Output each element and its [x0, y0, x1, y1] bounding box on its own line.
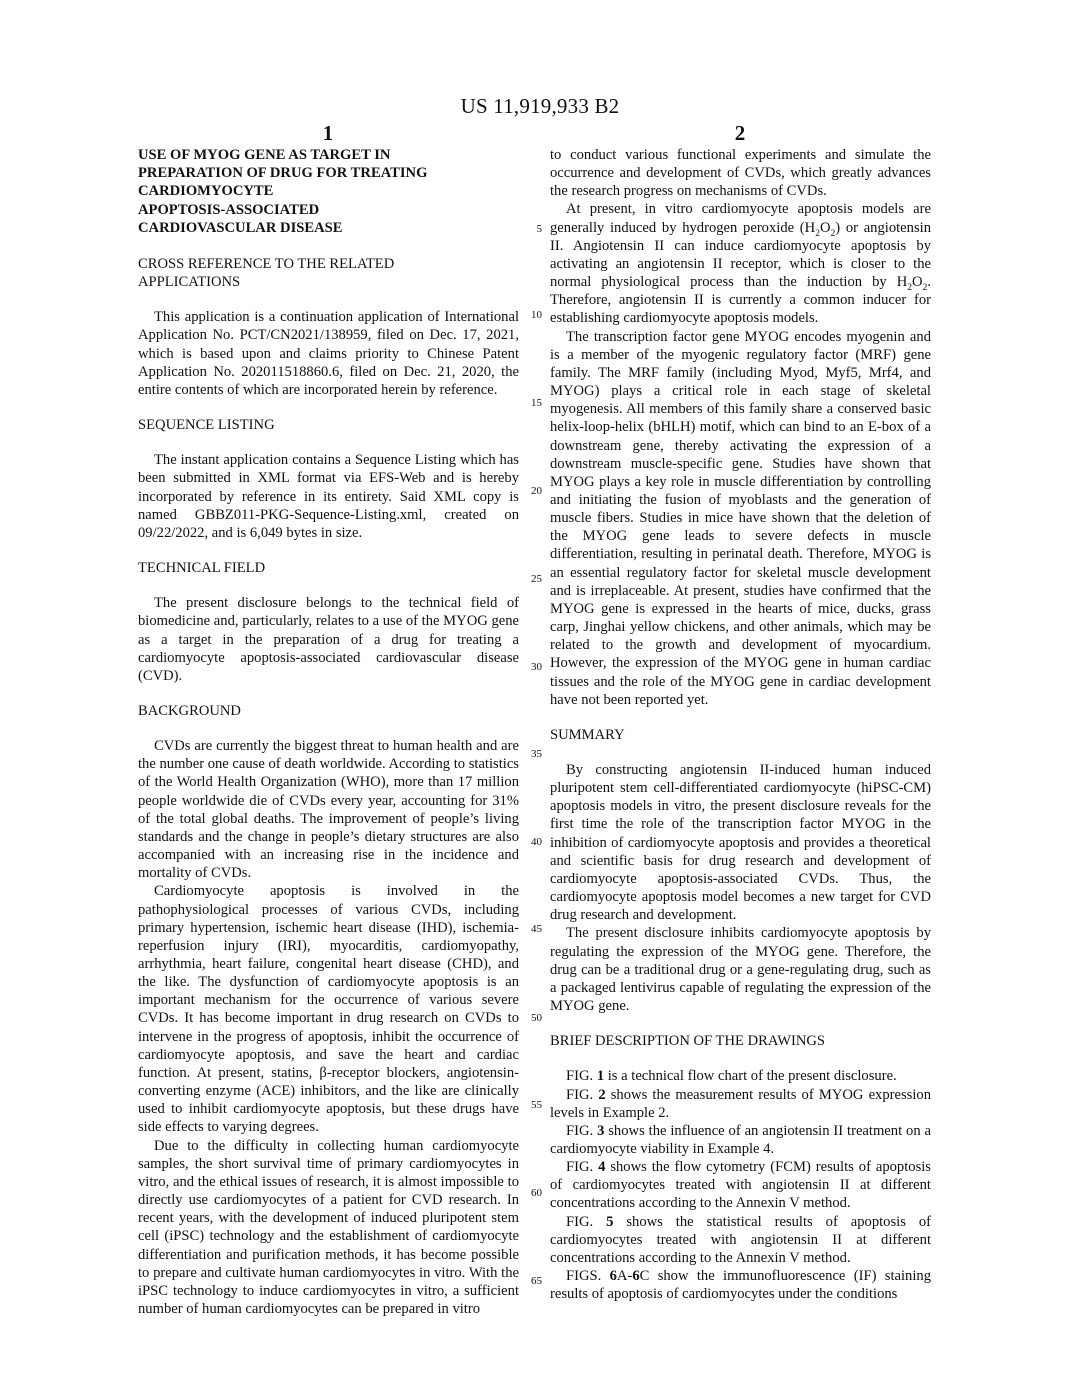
sequence-listing-text: The instant application contains a Sequence Listing which has been submitted in XML format via EFS-Web and is hereby incorporated by reference in its entirety. Said XML copy is named GBBZ011-PKG-Sequence-Listing.xml, created on 09/22/2022, and is 6,049 bytes in size.	[138, 452, 519, 541]
figure-description: FIG. 1 is a technical flow chart of the present disclosure.	[566, 1068, 897, 1085]
line-number: 15	[531, 397, 542, 409]
figure-description: FIG. 4 shows the flow cytometry (FCM) results of apoptosis of cardiomyocytes treated with angiotensin II at different concentrations according to the Annexin V method.	[550, 1159, 931, 1212]
line-number: 35	[531, 748, 542, 760]
left-column	[138, 146, 519, 1318]
line-number: 5	[536, 223, 542, 235]
cross-reference-text: This application is a continuation application of International Application No. PCT/CN2021/138959, filed on Dec. 17, 2021, which is based upon and claims priority to Chinese Patent Application No. 202011518860.6, filed on Dec. 21, 2020, the entire contents of which are incorporated herein by reference.	[138, 309, 519, 398]
line-number: 65	[531, 1275, 542, 1287]
line-number: 20	[531, 485, 542, 497]
line-number: 60	[531, 1187, 542, 1199]
summary-paragraph: The present disclosure inhibits cardiomyocyte apoptosis by regulating the expression of the MYOG gene. Therefore, the drug can be a traditional drug or a gene-regulating drug, such as a packaged lentivirus capable of regulating the expression of the MYOG gene.	[550, 925, 931, 1015]
title-line: CARDIOVASCULAR DISEASE	[138, 219, 343, 236]
figure-description: FIGS. 6A-6C show the immunofluorescence (IF) staining results of apoptosis of cardiomyocytes under the conditions	[550, 1268, 931, 1303]
figure-description: FIG. 5 shows the statistical results of apoptosis of cardiomyocytes treated with angiotensin II at different concentrations according to the Annexin V method.	[550, 1213, 931, 1266]
line-number: 55	[531, 1099, 542, 1111]
line-number: 45	[531, 923, 542, 935]
cross-reference-heading: CROSS REFERENCE TO THE RELATED	[138, 256, 395, 273]
technical-field-text: The present disclosure belongs to the technical field of biomedicine and, particularly, relates to a use of the MYOG gene as a target in the preparation of a drug for treating a cardiomyocyte apoptosis-associated cardiovascular disease (CVD).	[138, 595, 519, 684]
line-number: 30	[531, 661, 542, 673]
continuation-paragraph: to conduct various functional experiments and simulate the occurrence and development of CVDs, which greatly advances the research progress on mechanisms of CVDs.	[550, 147, 931, 200]
right-column	[550, 146, 931, 1303]
technical-field-heading: TECHNICAL FIELD	[138, 560, 266, 577]
background-paragraph: Cardiomyocyte apoptosis is involved in the pathophysiological processes of various CVDs, including primary hypertension, ischemic heart disease (IHD), ischemia-reperfusion injury (IRI), myocarditis, cardiomyopathy, arrhythmia, heart failure, congenital heart disease (CHD), and the like. The dysfunction of cardiomyocyte apoptosis is an important mechanism for the occurrence of various severe CVDs. It has become important in drug research on CVDs to intervene in the progress of apoptosis, inhibit the occurrence of cardiomyocyte apoptosis, and save the heart and cardiac function. At present, statins, β-receptor blockers, angiotensin-converting enzyme (ACE) inhibitors, and the like are clinically used to inhibit cardiomyocyte apoptosis, but these drugs have side effects to varying degrees.	[138, 883, 519, 1136]
patent-title	[138, 146, 519, 237]
title-line: PREPARATION OF DRUG FOR TREATING	[138, 165, 428, 182]
title-line: APOPTOSIS-ASSOCIATED	[138, 201, 320, 218]
summary-paragraph: By constructing angiotensin II-induced human induced pluripotent stem cell-differentiated cardiomyocyte (hiPSC-CM) apoptosis models in vitro, the present disclosure reveals for the first time the role of the transcription factor MYOG in the inhibition of cardiomyocyte apoptosis and provides a theoretical and scientific basis for drug research and development of cardiomyocyte apoptosis-associated CVDs. Thus, the cardiomyocyte apoptosis model becomes a new target for CVD drug research and development.	[550, 762, 931, 924]
figure-description: FIG. 2 shows the measurement results of MYOG expression levels in Example 2.	[550, 1086, 931, 1121]
line-number: 10	[531, 309, 542, 321]
figure-description: FIG. 3 shows the influence of an angiotensin II treatment on a cardiomyocyte viability in Example 4.	[550, 1122, 931, 1157]
background-heading: BACKGROUND	[138, 702, 241, 719]
myog-paragraph: The transcription factor gene MYOG encodes myogenin and is a member of the myogenic regulatory factor (MRF) gene family. The MRF family (including Myod, Myf5, Mrf4, and MYOG) plays a critical role in each stage of skeletal myogenesis. All members of this family share a conserved basic helix-loop-helix (bHLH) motif, which can bind to an E-box of a downstream gene, thereby activating the expression of a downstream muscle-specific gene. Studies have shown that MYOG plays a key role in muscle differentiation by controlling and initiating the fusion of myoblasts and the generation of muscle fibers. Studies in mice have shown that the deletion of the MYOG gene leads to severe defects in muscle differentiation, resulting in perinatal death. Therefore, MYOG is an essential regulatory factor for skeletal muscle development and is irreplaceable. At present, studies have confirmed that the MYOG gene is expressed in the hearts of mice, ducks, grass carp, Jinghai yellow chickens, and other animals, which may be related to the growth and development of myocardium. However, the expression of the MYOG gene in human cardiac tissues and the role of the MYOG gene in cardiac development have not been reported yet.	[550, 328, 931, 708]
line-number: 25	[531, 573, 542, 585]
patent-number: US 11,919,933 B2	[460, 94, 620, 118]
left-column-number: 1	[322, 121, 334, 145]
cross-reference-heading: APPLICATIONS	[138, 274, 241, 291]
line-number: 40	[531, 836, 542, 848]
background-paragraph: CVDs are currently the biggest threat to human health and are the number one cause of death worldwide. According to statistics of the World Health Organization (WHO), more than 17 million people worldwide die of CVDs every year, accounting for 31% of the total global deaths. The improvement of people’s living standards and the change in people’s dietary structures are also accompanied with an increasing rise in the incidence and mortality of CVDs.	[138, 738, 519, 882]
right-column-number: 2	[734, 121, 746, 145]
drawings-heading: BRIEF DESCRIPTION OF THE DRAWINGS	[550, 1033, 826, 1050]
apoptosis-model-paragraph: At present, in vitro cardiomyocyte apoptosis models are generally induced by hydrogen peroxide $(H_2O_2)$ or angiotensin II. Angiotensin II can induce cardiomyocyte apoptosis by activating an angiotensin II receptor, which is closer to the normal physiological process than the induction by $H_2O_2$. Therefore, angiotensin II is currently a common inducer for establishing cardiomyocyte apoptosis models.	[550, 201, 931, 327]
title-line: CARDIOMYOCYTE	[138, 183, 274, 200]
background-paragraph: Due to the difficulty in collecting human cardiomyocyte samples, the short survival time of primary cardiomyocytes in vitro, and the ethical issues of research, it is almost impossible to directly use cardiomyocytes of a patient for CVD research. In recent years, with the development of induced pluripotent stem cell (iPSC) technology and the establishment of cardiomyocyte differentiation and purification methods, it has become possible to prepare and cultivate human cardiomyocytes in vitro. With the iPSC technology to induce cardiomyocytes in vitro, a sufficient number of human cardiomyocytes can be prepared in vitro	[138, 1137, 519, 1317]
line-number: 50	[531, 1012, 542, 1024]
title-line: USE OF MYOG GENE AS TARGET IN	[138, 147, 391, 163]
sequence-listing-heading: SEQUENCE LISTING	[138, 417, 275, 434]
summary-heading: SUMMARY	[550, 726, 625, 743]
